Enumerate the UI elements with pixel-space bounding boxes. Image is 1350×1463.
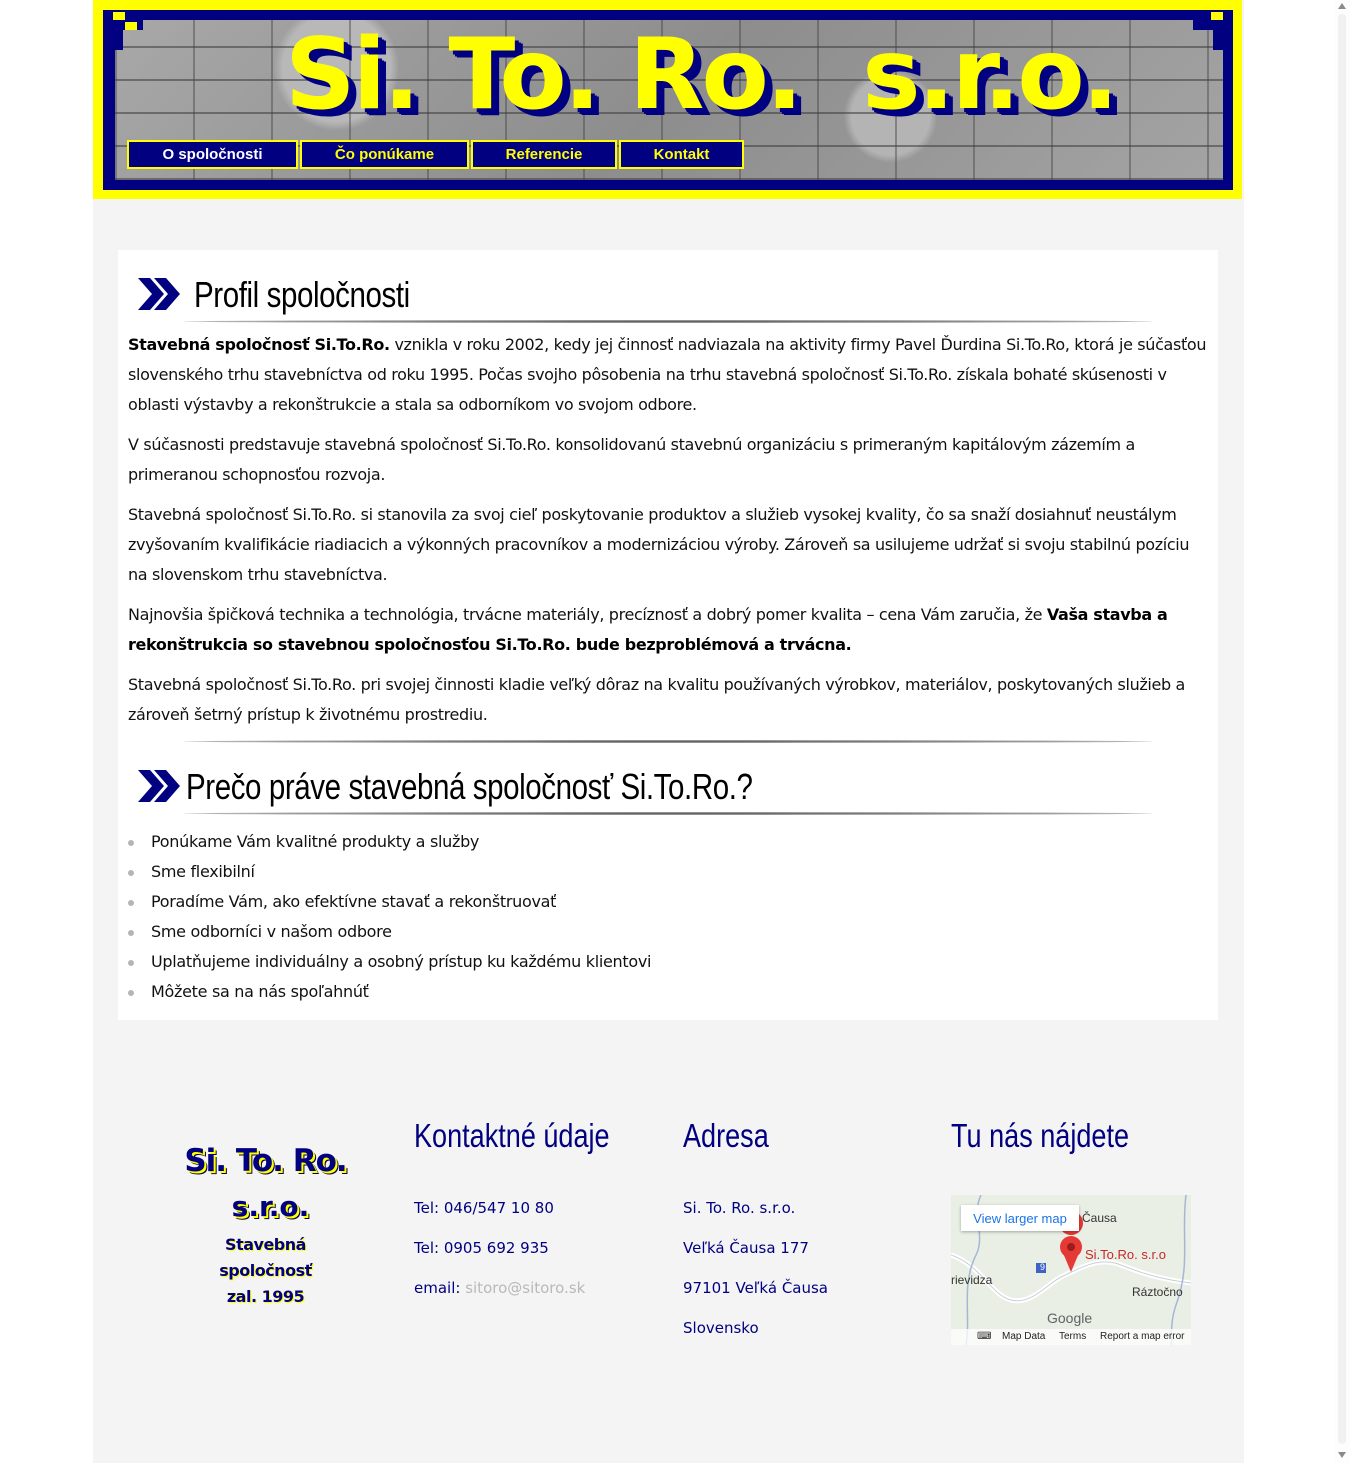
nav-item-referencie[interactable]: Referencie (471, 140, 617, 169)
list-item: Sme odborníci v našom odbore (128, 917, 651, 947)
list-item: Uplatňujeme individuálny a osobný prístup ku každému klientovi (128, 947, 651, 977)
scroll-down-arrow-icon[interactable] (1338, 1452, 1346, 1458)
address-line: Si. To. Ro. s.r.o. (683, 1199, 796, 1217)
section-divider (183, 740, 1153, 748)
address-line: 97101 Veľká Čausa (683, 1279, 828, 1297)
footer-logo-line: Si. To. Ro. (184, 1143, 347, 1179)
email-link[interactable]: sitoro@sitoro.sk (465, 1279, 586, 1297)
footer-logo-line: zal. 1995 (226, 1287, 305, 1306)
list-item: Ponúkame Vám kvalitné produkty a služby (128, 827, 651, 857)
paragraph-text: Najnovšia špičková technika a technológia, trvácne materiály, precíznosť a dobrý pomer kvalita – cena Vám zaručia, že (128, 605, 1047, 624)
map-place-label: Ráztočno (1132, 1285, 1183, 1299)
email-line (414, 1279, 585, 1297)
list-item: Sme flexibilní (128, 857, 651, 887)
map-place-label: rievidza (951, 1273, 993, 1287)
profile-paragraph-1 (128, 330, 1208, 420)
map-title: Tu nás nájdete (951, 1117, 1130, 1154)
address-line: Veľká Čausa 177 (683, 1239, 809, 1257)
report-error-link[interactable]: Report a map error (1100, 1331, 1185, 1342)
address-title: Adresa (683, 1117, 769, 1154)
heading-divider (183, 320, 1153, 328)
scrollbar[interactable] (1334, 0, 1350, 1463)
section-title: Profil spoločnosti (194, 274, 410, 315)
double-chevron-icon (136, 768, 180, 804)
google-logo: Google (1047, 1310, 1093, 1326)
phone-1[interactable]: Tel: 046/547 10 80 (414, 1199, 554, 1217)
paragraph-bold-text: Vaša stavba a rekonštrukcia so stavebnou spoločnosťou Si.To.Ro. bude bezproblémová a trvácna. (128, 605, 1168, 654)
nav-item-kontakt[interactable]: Kontakt (619, 140, 744, 169)
nav-item-co-ponukame[interactable]: Čo ponúkame (300, 140, 469, 169)
footer-logo (178, 1140, 353, 1306)
email-label: email: (414, 1279, 466, 1297)
section-title: Prečo práve stavebná spoločnosť Si.To.Ro.? (186, 766, 753, 807)
terms-link[interactable]: Terms (1059, 1331, 1087, 1342)
corner-decoration (113, 12, 125, 20)
heading-divider (183, 812, 1153, 820)
site-logo[interactable]: Si. To. Ro. s.r.o. (285, 20, 1116, 132)
map-data-link[interactable]: Map Data (1002, 1331, 1046, 1342)
road-number: 9 (1040, 1262, 1046, 1272)
profile-paragraph-3: Stavebná spoločnosť Si.To.Ro. si stanovila za svoj cieľ poskytovanie produktov a služieb vysokej kvality, čo sa snaží dosiahnuť neustálym zvyšovaním kvalifikácie riadiacich a výkonných pracovníkov a modernizáciou výroby. Zároveň sa usilujeme udržať si svoju stabilnú pozíciu na slovenskom trhu stavebníctva. (128, 505, 1190, 584)
phone-2[interactable]: Tel: 0905 692 935 (414, 1239, 549, 1257)
corner-decoration (1211, 12, 1223, 20)
map-marker-label: Si.To.Ro. s.r.o (1085, 1247, 1166, 1262)
footer-logo-line: Stavebná spoločnosť (219, 1235, 312, 1280)
footer-logo-line: s.r.o. (231, 1190, 310, 1223)
profile-paragraph-2: V súčasnosti predstavuje stavebná spoločnosť Si.To.Ro. konsolidovanú stavebnú organizáciu s primeraným kapitálovým zázemím a primeranou schopnosťou rozvoja. (128, 435, 1135, 484)
double-chevron-icon (136, 276, 180, 312)
corner-decoration (125, 22, 137, 30)
corner-decoration (1213, 30, 1233, 50)
profile-paragraph-4 (128, 600, 1208, 660)
nav-item-o-spolocnosti[interactable]: O spoločnosti (127, 140, 298, 169)
map-place-label: Čausa (1082, 1211, 1117, 1225)
profile-heading (118, 276, 1218, 336)
page-wrapper (93, 0, 1244, 1463)
embedded-map[interactable] (951, 1195, 1191, 1345)
list-item: Poradíme Vám, ako efektívne stavať a rekonštruovať (128, 887, 651, 917)
list-item: Môžete sa na nás spoľahnúť (128, 977, 651, 1007)
contact-title: Kontaktné údaje (414, 1117, 610, 1154)
content-card (118, 250, 1218, 1020)
corner-decoration (103, 30, 123, 50)
scroll-up-arrow-icon[interactable] (1338, 3, 1346, 9)
map-footer (951, 1329, 1191, 1345)
site-header (93, 0, 1242, 199)
scrollbar-thumb[interactable] (1338, 14, 1346, 1444)
address-line: Slovensko (683, 1319, 759, 1337)
view-larger-map-button[interactable]: View larger map (961, 1205, 1079, 1231)
paragraph-text: vznikla v roku 2002, kedy jej činnosť nadviazala na aktivity firmy Pavel Ďurdina Si.To.Ro, ktorá je súčasťou slovenského trhu stavebníctva od roku 1995. Počas svojho pôsobenia na trhu stavebná spoločnosť Si.To.Ro. získala bohaté skúsenosti v oblasti výstavby a rekonštrukcie a stala sa odborníkom vo svojom odbore. (128, 335, 1207, 414)
profile-paragraph-5: Stavebná spoločnosť Si.To.Ro. pri svojej činnosti kladie veľký dôraz na kvalitu používaných výrobkov, materiálov, poskytovaných služieb a zároveň šetrný prístup k životnému prostrediu. (128, 675, 1186, 724)
why-heading (118, 768, 1218, 828)
reasons-list (128, 827, 651, 1007)
keyboard-icon[interactable]: ⌨ (977, 1331, 992, 1342)
paragraph-bold-text: Stavebná spoločnosť Si.To.Ro. (128, 335, 390, 354)
